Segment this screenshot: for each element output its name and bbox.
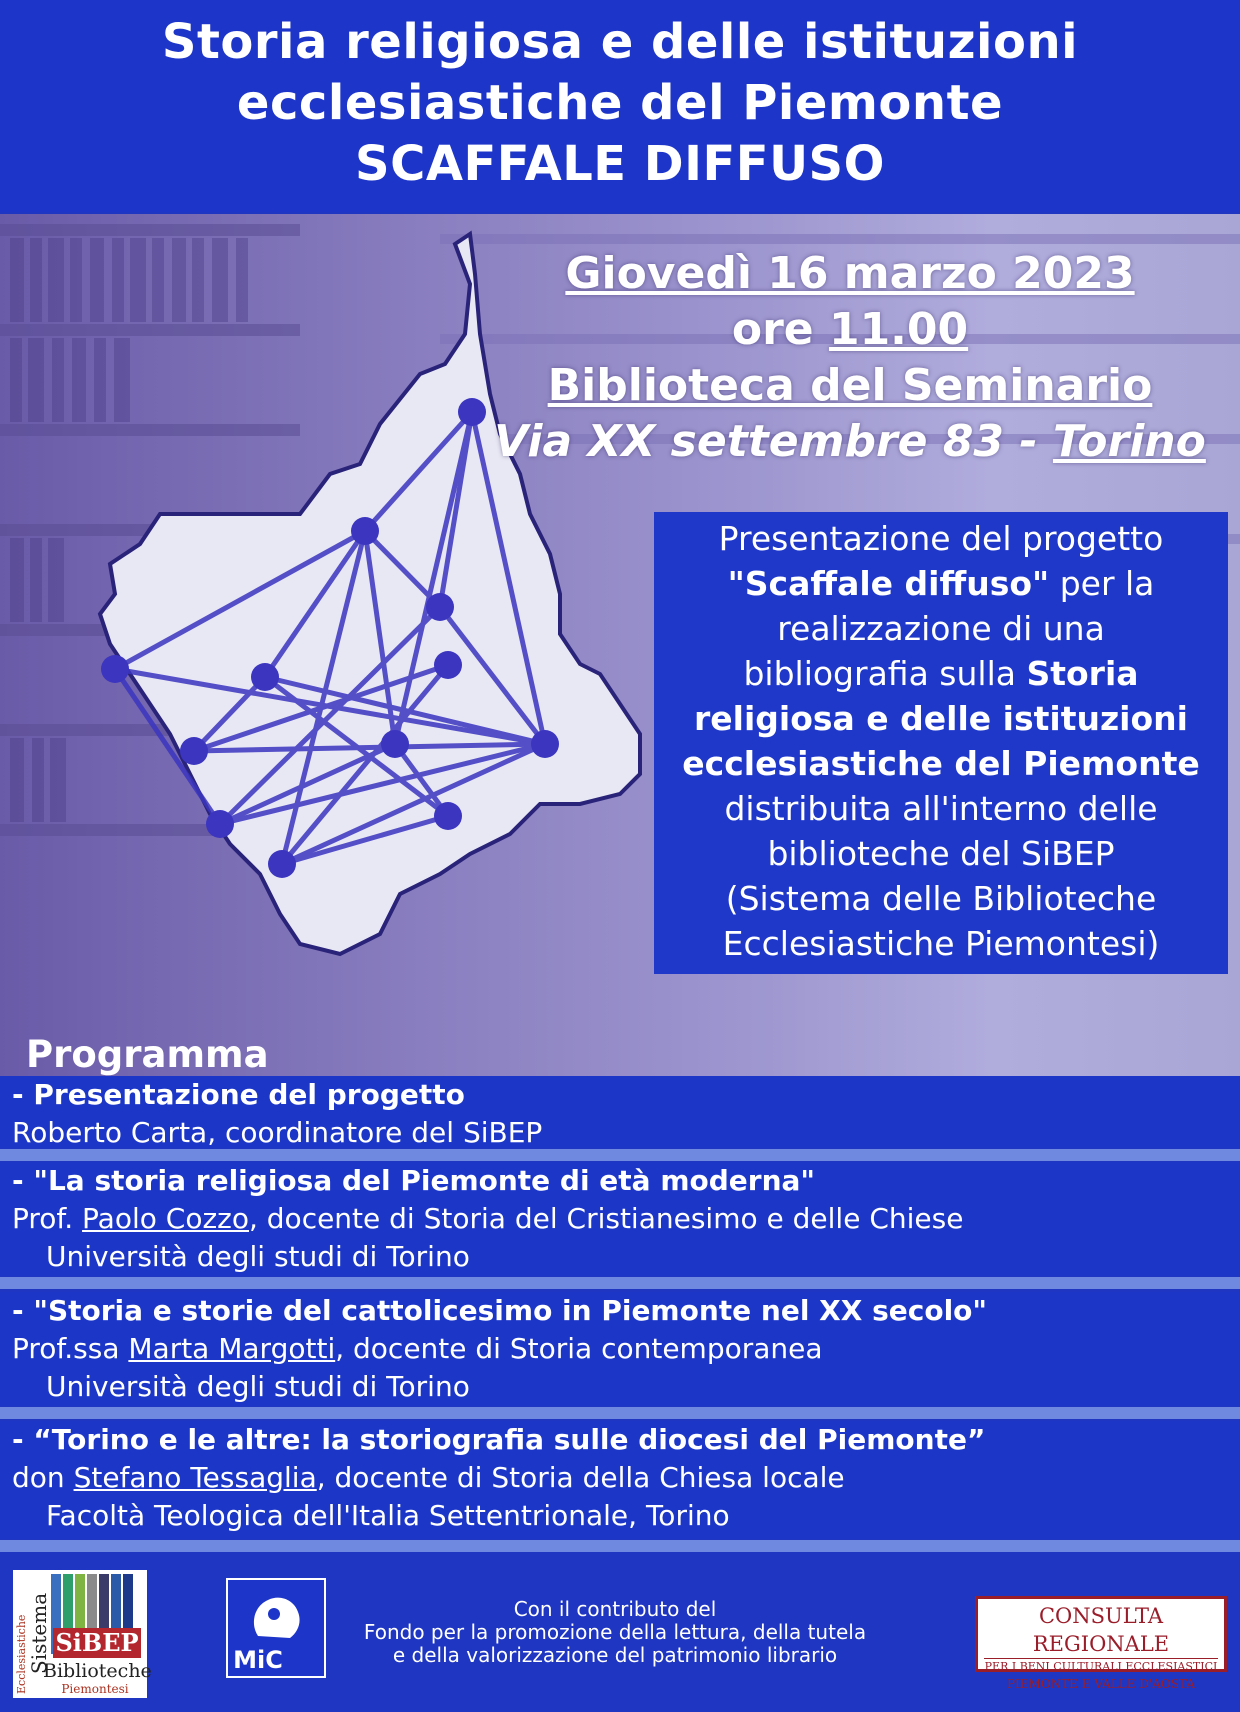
speaker-prefix: Prof.ssa xyxy=(12,1332,129,1365)
separator xyxy=(0,1407,1240,1419)
mic-emblem-icon xyxy=(228,1584,324,1644)
sibep-side-main: Sistema xyxy=(27,1592,51,1674)
sibep-sub-text: Piemontesi xyxy=(61,1682,129,1696)
sibep-main-text: Biblioteche xyxy=(43,1660,152,1682)
event-time-prefix: ore xyxy=(731,304,814,355)
programma-item-3 xyxy=(0,1292,1240,1406)
programma-title: Programma xyxy=(26,1033,269,1076)
desc-line-3: realizzazione di una xyxy=(777,609,1105,648)
footer xyxy=(0,1556,1240,1712)
item-speaker xyxy=(12,1200,1240,1238)
event-street: Via XX settembre 83 - xyxy=(494,416,1053,467)
event-date: Giovedì 16 marzo 2023 xyxy=(565,248,1135,299)
event-venue: Biblioteca del Seminario xyxy=(547,360,1153,411)
speaker-name: Paolo Cozzo xyxy=(82,1202,249,1235)
mic-text: MiC xyxy=(233,1646,283,1674)
desc-text-2: per la xyxy=(1049,564,1155,603)
speaker-name: Marta Margotti xyxy=(128,1332,336,1365)
event-address xyxy=(480,414,1220,470)
desc-text-4: bibliografia sulla xyxy=(743,654,1027,693)
separator xyxy=(0,1149,1240,1161)
consulta-line-2: PER I BENI CULTURALI ECCLESIASTICI xyxy=(984,1660,1218,1673)
project-description xyxy=(654,512,1228,974)
event-time xyxy=(480,302,1220,358)
contrib-line-3: e della valorizzazione del patrimonio librario xyxy=(392,1643,838,1667)
desc-line-2 xyxy=(654,561,1228,606)
header-banner xyxy=(0,0,1240,212)
consulta-line-1: CONSULTA REGIONALE xyxy=(1032,1604,1170,1656)
desc-line-6 xyxy=(654,741,1228,786)
contrib-line-2: Fondo per la promozione della lettura, della tutela xyxy=(363,1620,867,1644)
speaker-prefix: Prof. xyxy=(12,1202,83,1235)
contrib-line-1: Con il contributo del xyxy=(513,1597,717,1621)
item-title: - "Storia e storie del cattolicesimo in Piemonte nel XX secolo" xyxy=(12,1294,988,1327)
programma-item-2 xyxy=(0,1162,1240,1276)
event-time-value: 11.00 xyxy=(828,304,969,355)
speaker-role: , docente di Storia contemporanea xyxy=(335,1332,823,1365)
item-affiliation: Università degli studi di Torino xyxy=(46,1370,470,1403)
desc-bold-6: ecclesiastiche del Piemonte xyxy=(682,744,1200,783)
consulta-line-3: PIEMONTE E VALLE D'AOSTA xyxy=(1006,1677,1196,1691)
desc-line-5 xyxy=(654,696,1228,741)
item-speaker: Roberto Carta, coordinatore del SiBEP xyxy=(12,1116,543,1149)
desc-line-4 xyxy=(654,651,1228,696)
programma-item-1 xyxy=(0,1076,1240,1148)
consulta-regionale-logo xyxy=(975,1596,1227,1691)
event-info xyxy=(480,246,1220,470)
item-title: - "La storia religiosa del Piemonte di età moderna" xyxy=(12,1164,815,1197)
desc-line-10: Ecclesiastiche Piemontesi) xyxy=(722,924,1160,963)
title-line-3: SCAFFALE DIFFUSO xyxy=(355,136,885,192)
speaker-name: Stefano Tessaglia xyxy=(73,1461,317,1494)
programma-item-4 xyxy=(0,1421,1240,1539)
speaker-prefix: don xyxy=(12,1461,74,1494)
sibep-side-top: Ecclesiastiche xyxy=(15,1614,28,1694)
desc-line-9: (Sistema delle Biblioteche xyxy=(725,879,1157,918)
item-title: - Presentazione del progetto xyxy=(12,1078,465,1111)
mic-logo xyxy=(226,1578,326,1678)
contribution-note xyxy=(330,1598,900,1667)
item-title: - “Torino e le altre: la storiografia sulle diocesi del Piemonte” xyxy=(12,1423,986,1456)
item-affiliation: Università degli studi di Torino xyxy=(46,1240,470,1273)
desc-line-8: biblioteche del SiBEP xyxy=(767,834,1115,873)
item-affiliation: Facoltà Teologica dell'Italia Settentrionale, Torino xyxy=(46,1499,730,1532)
desc-bold-5: religiosa e delle istituzioni xyxy=(694,699,1188,738)
desc-line-7: distribuita all'interno delle xyxy=(724,789,1158,828)
desc-bold-1: "Scaffale diffuso" xyxy=(727,564,1050,603)
title-line-1: Storia religiosa e delle istituzioni xyxy=(161,14,1079,70)
separator xyxy=(0,1540,1240,1552)
item-speaker xyxy=(12,1330,1240,1368)
speaker-role: , docente di Storia del Cristianesimo e delle Chiese xyxy=(248,1202,964,1235)
sibep-badge: SiBEP xyxy=(53,1628,141,1658)
title-line-2: ecclesiastiche del Piemonte xyxy=(236,75,1004,131)
speaker-role: , docente di Storia della Chiesa locale xyxy=(316,1461,845,1494)
desc-line-1: Presentazione del progetto xyxy=(718,519,1164,558)
sibep-logo xyxy=(13,1570,152,1698)
item-speaker xyxy=(12,1459,1240,1497)
separator xyxy=(0,1277,1240,1289)
event-city: Torino xyxy=(1052,416,1206,467)
desc-bold-4: Storia xyxy=(1026,654,1139,693)
